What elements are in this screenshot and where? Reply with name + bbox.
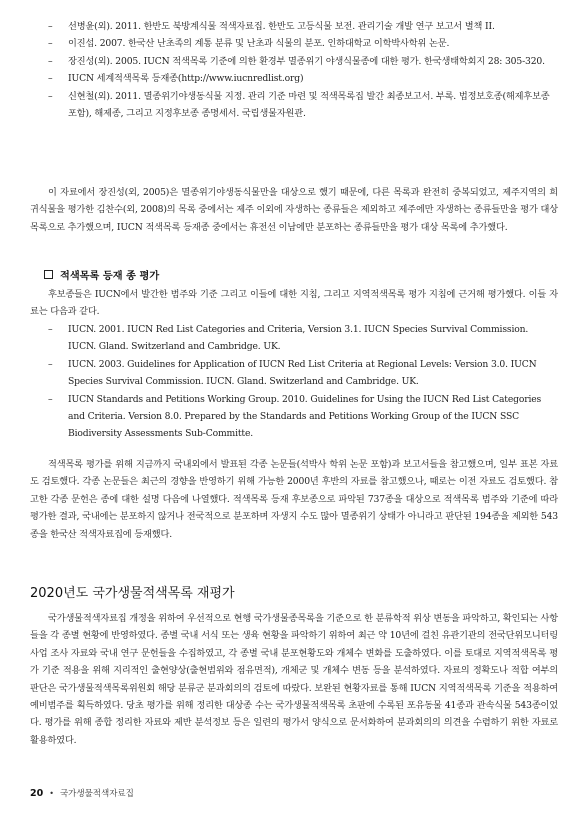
body-paragraph-2: 후보종들은 IUCN에서 발간한 범주와 기준 그리고 이들에 대한 지침, 그리고 지역적색목록 평가 지침에 근거해 평가했다. 이들 자료는 다음과 같다. [30, 289, 558, 318]
footer-separator: • [49, 788, 54, 798]
reference-item: – 장진성(외). 2005. IUCN 적색목록 기준에 의한 환경부 멸종위기 야생식물종에 대한 평가. 한국생태학회지 28: 305-320. [48, 55, 545, 67]
body-paragraph-4: 국가생물적색자료집 개정을 위하여 우선적으로 현행 국가생물종목록을 기준으로 한 분류학적 위상 변동을 파악하고, 확인되는 사항들을 각 종별 현황에 반영하였다. 종별 국내 서식 또는 생육 현황을 파악하기 위하여 최근 약 10년에 걸친 유관기관의 전국단위모니터링사업 조사 자료와 국내 연구 문헌들을 수집하였고, 각 종별 국내 분포현황도와 개체수 변화를 도출하였다. 이를 토대로 지역적색목록 평가 기준 적용을 위해 지리적인 출현양상(출현범위와 점유면적), 개체군 및 개체수 변동 등을 분석하였다. 자료의 정확도나 적합 여부의 판단은 국가생물적색목록위원회 해당 분류군 분과회의의 검토에 따랐다. 보완된 현황자료를 통해 IUCN 지역적색목록 기준을 적용하여 예비범주를 획득하였다. 당초 평가를 위해 정리한 대상종 수는 국가생물적색목록 초판에 수록된 포유동물 41종과 관속식물 543종이었다. 평가를 위해 종합 정리한 자료와 제반 분석정보 등은 일련의 평가서 양식으로 문서화하여 분과회의의 의견을 수렴하기 위한 자료로 활용하였다. [30, 613, 558, 746]
reference-item: – IUCN 세계적색목록 등재종(http://www.iucnredlist.org) [48, 73, 304, 85]
square-bullet-icon [44, 270, 53, 279]
body-paragraph-3: 적색목록 평가를 위해 지금까지 국내외에서 발표된 각종 논문들(석박사 학위 논문 포함)과 보고서들을 참고했으며, 일부 표본 자료도 검토했다. 각종 논문들은 최근의 경향을 반영하기 위해 가능한 2000년 후반의 자료를 참고했으나, 때로는 이전 자료도 검토했다. 참고한 각종 문헌은 종에 대한 설명 다음에 나열했다. 적색목록 등재 후보종으로 파악된 737종을 대상으로 적색목록 범주와 기준에 따라 평가한 결과, 국내에는 분포하지 않거나 전국적으로 분포하며 자생지 수도 많아 멸종위기 상태가 아니라고 판단된 194종을 제외한 543종을 한국산 적색자료집에 등재했다. [30, 459, 558, 540]
reference-list-guidelines [48, 321, 558, 443]
reference-item: – IUCN. 2001. IUCN Red List Categories and Criteria, Version 3.1. IUCN Species Survival Commission. IUCN. Gland. Switzerland and Cambridge. UK. [48, 324, 529, 353]
page-number: 20 [30, 787, 44, 799]
reference-item: – 선병윤(외). 2011. 한반도 북방계식물 적색자료집. 한반도 고등식물 보전. 관리기술 개발 연구 보고서 별책 II. [48, 21, 495, 32]
body-paragraph-1: 이 자료에서 장진성(외, 2005)은 멸종위기야생동식물만을 대상으로 했기 때문에, 다른 목록과 완전히 중복되었고, 제주지역의 희귀식물을 평가한 김찬수(외, 2008)의 목록 중에서는 제주 이외에 자생하는 종류들은 제외하고 제주에만 자생하는 종류들만을 평가 대상 목록으로 추가했으며, IUCN 적색목록 등재종 중에서는 휴전선 이남에만 분포하는 종류들만을 평가 대상 목록에 추가했다. [30, 187, 558, 233]
reference-list-top [48, 18, 558, 122]
reference-item: – IUCN. 2003. Guidelines for Application of IUCN Red List Criteria at Regional Levels: Version 3.0. IUCN Species Survival Commission. IUCN. Gland. Switzerland and Cambridge. UK. [48, 358, 537, 388]
chapter-heading: 2020년도 국가생물적색목록 재평가 [30, 586, 235, 601]
reference-item: – 이진섭. 2007. 한국산 난초족의 계통 분류 및 난초과 식물의 분포. 인하대학교 이학박사학위 논문. [48, 38, 450, 50]
section-heading: 적색목록 등재 종 평가 [44, 267, 159, 282]
reference-item: – IUCN Standards and Petitions Working Group. 2010. Guidelines for Using the IUCN Red List Categories and Criteria. Version 8.0. Prepared by the Standards and Petitions Working Group of the IUCN SSC Biodiversity Assessments Sub-Committe. [48, 393, 542, 440]
book-title: 국가생물적색자료집 [59, 789, 134, 799]
reference-item: – 신현철(외). 2011. 멸종위기야생동식물 지정. 관리 기준 마련 및 적색목록집 발간 최종보고서. 부록. 법정보호종(해제후보종 포함), 해제종, 그리고 지정후보종 종명세서. 국립생물자원관. [48, 90, 550, 120]
page-footer [30, 787, 134, 799]
